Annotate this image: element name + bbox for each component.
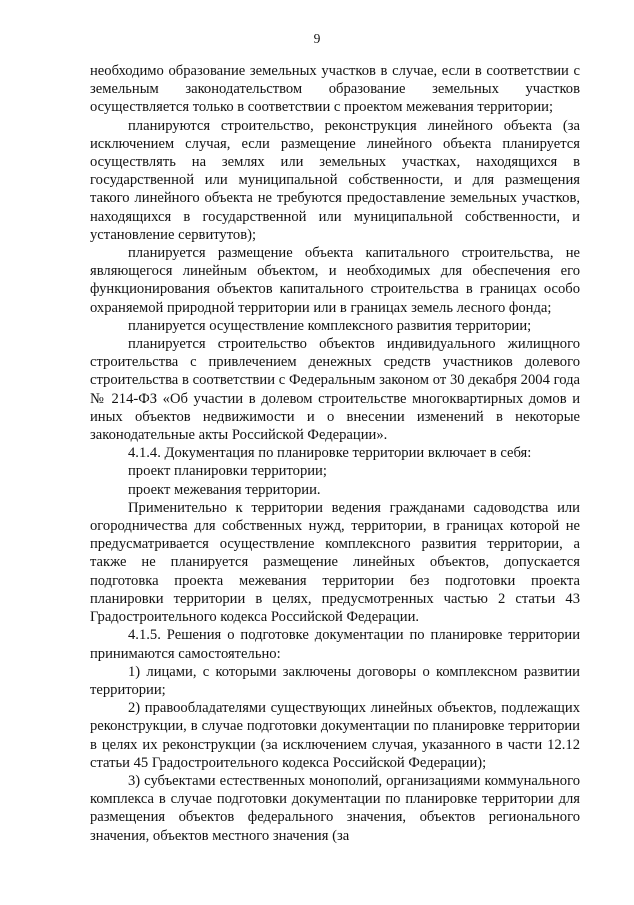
paragraph-5: планируется строительство объектов индивидуального жилищного строительства с привлечением денежных средств участников долевого строительства в соответствии с Федеральным законом от 30 декабря 2004 года № 214-ФЗ «Об участии в долевом строительстве многоквартирных домов и иных объектов недвижимости и о внесении изменений в некоторые законодательные акты Российской Федерации». (90, 336, 580, 444)
paragraph-13: 3) субъектами естественных монополий, организациями коммунального комплекса в случае подготовки документации по планировке территории для размещения объектов федерального значения, объектов регионального значения, объектов местного значения (за (90, 772, 580, 844)
paragraph-12: 2) правообладателями существующих линейных объектов, подлежащих реконструкции, в случае подготовки документации по планировке территории в целях их реконструкции (за исключением случая, указанного в части 12.12 статьи 45 Градостроительного кодекса Российской Федерации); (90, 700, 580, 771)
paragraph-4: планируется осуществление комплексного развития территории; (128, 317, 532, 334)
paragraph-7: проект планировки территории; (128, 463, 327, 480)
document-body (90, 62, 580, 845)
paragraph-6: 4.1.4. Документация по планировке территории включает в себя: (128, 445, 532, 462)
paragraph-3: планируется размещение объекта капитального строительства, не являющегося линейным объектом, и необходимых для обеспечения его функционирования объектов капитального строительства в границах особо охраняемой природной территории или в границах земель лесного фонда; (90, 245, 580, 316)
paragraph-1: необходимо образование земельных участков в случае, если в соответствии с земельным законодательством образование земельных участков осуществляется только в соответствии с проектом межевания территории; (90, 63, 580, 116)
paragraph-2: планируются строительство, реконструкция линейного объекта (за исключением случая, если размещение линейного объекта планируется осуществлять на землях или земельных участках, находящихся в государственной или муниципальной собственности, и для размещения такого линейного объекта не требуются предоставление земельных участков, находящихся в государственной или муниципальной собственности, и установление сервитутов); (90, 117, 580, 243)
paragraph-10: 4.1.5. Решения о подготовке документации по планировке территории принимаются самостоятельно: (90, 627, 580, 662)
paragraph-8: проект межевания территории. (128, 481, 321, 498)
paragraph-11: 1) лицами, с которыми заключены договоры о комплексном развитии территории; (90, 663, 580, 698)
page-number: 9 (313, 31, 321, 46)
paragraph-9: Применительно к территории ведения гражданами садоводства или огородничества для собственных нужд, территории, в границах которой не предусматривается осуществление комплексного развития территории, а также не планируется размещение линейных объектов, допускается подготовка проекта межевания территории без подготовки проекта планировки территории в целях, предусмотренных частью 2 статьи 43 Градостроительного кодекса Российской Федерации. (90, 499, 580, 626)
